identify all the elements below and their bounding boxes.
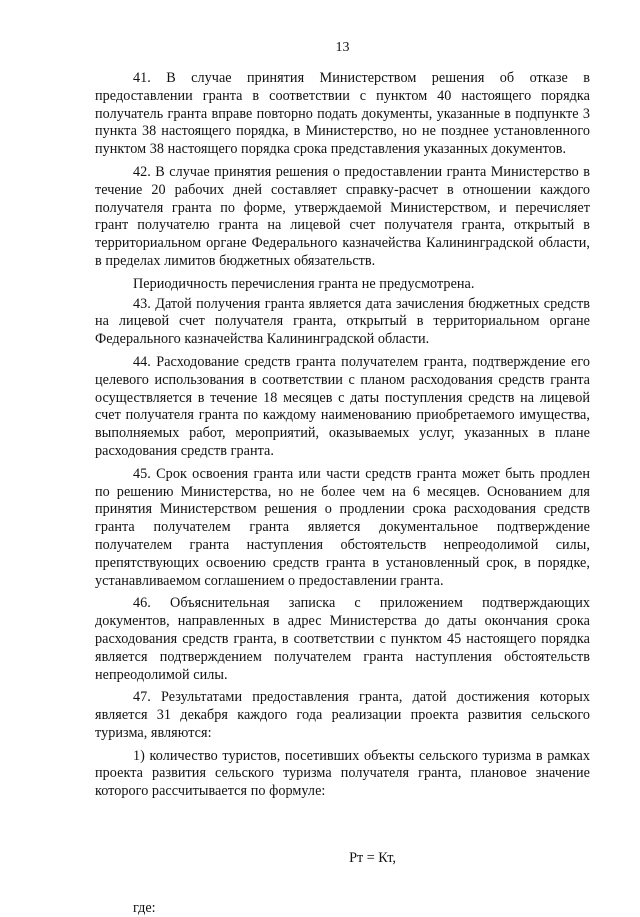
page-number: 13 — [335, 40, 350, 55]
where-label: где: — [133, 900, 156, 917]
paragraph-47: 47. Результатами предоставления гранта, датой достижения которых является 31 декабря каждого года реализации проекта развития сельского туризма, являются: — [95, 689, 590, 741]
paragraph-41: 41. В случае принятия Министерством решения об отказе в предоставлении гранта в соответствии с пунктом 40 настоящего порядка получатель гранта вправе повторно подать документы, указанные в подпункте 3 пункта 38 настоящего порядка, в Министерство, но не позднее установленного пунктом 38 настоящего порядка срока представления указанных документов. — [95, 70, 590, 158]
paragraph-45: 45. Срок освоения гранта или части средств гранта может быть продлен по решению Министерства, но не более чем на 6 месяцев. Основанием для принятия Министерством решения о продлении срока расходования средств гранта получателем гранта является документальное подтверждение получателем гранта наступления обстоятельств непреодолимой силы, препятствующих освоению средств гранта в установленный срок, в порядке, устанавливаемом соглашением о предоставлении гранта. — [95, 465, 590, 589]
paragraph-47-item-1: 1) количество туристов, посетивших объекты сельского туризма в рамках проекта развития сельского туризма получателя гранта, плановое значение которого рассчитывается по формуле: — [95, 747, 590, 800]
formula: Рт = Кт, — [349, 850, 396, 867]
paragraph-periodicity: Периодичность перечисления гранта не предусмотрена. — [133, 275, 475, 292]
paragraph-46: 46. Объяснительная записка с приложением подтверждающих документов, направленных в адрес Министерства до даты окончания срока расходования средств гранта, в соответствии с пунктом 45 настоящего порядка является подтверждением получателем гранта наступления обстоятельств непреодолимой силы. — [95, 595, 590, 683]
paragraph-42: 42. В случае принятия решения о предоставлении гранта Министерство в течение 20 рабочих дней составляет справку-расчет в отношении каждого получателя гранта по форме, утверждаемой Министерством, и перечисляет грант получателю гранта на лицевой счет получателя гранта, открытый в территориальном органе Федерального казначейства Калининградской области, в пределах лимитов бюджетных обязательств. — [95, 163, 590, 269]
paragraph-43: 43. Датой получения гранта является дата зачисления бюджетных средств на лицевой счет получателя гранта, открытый в территориальном органе Федерального казначейства Калининградской области. — [95, 295, 590, 348]
paragraph-44: 44. Расходование средств гранта получателем гранта, подтверждение его целевого использования в соответствии с планом расходования средств гранта осуществляется в течение 18 месяцев с даты поступления средств на лицевой счет получателя гранта по каждому наименованию приобретаемого имущества, выполняемых работ, мероприятий, оказываемых услуг, указанных в плане расходования средств гранта. — [95, 353, 590, 459]
